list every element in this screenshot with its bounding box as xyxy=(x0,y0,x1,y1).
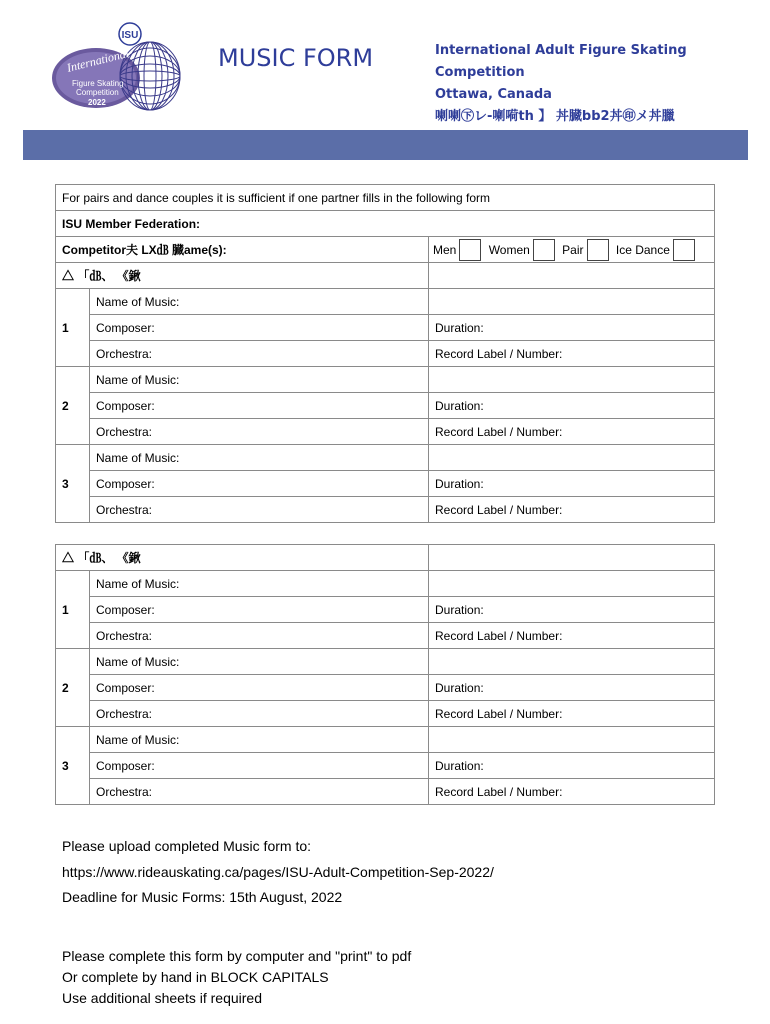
composer-field[interactable]: Composer: xyxy=(90,393,429,419)
record-label-field[interactable]: Record Label / Number: xyxy=(429,701,715,727)
duration-field[interactable]: Duration: xyxy=(429,597,715,623)
category-selector xyxy=(429,237,715,263)
orchestra-field[interactable]: Orchestra: xyxy=(90,701,429,727)
duration-field[interactable]: Duration: xyxy=(429,393,715,419)
svg-text:Competition: Competition xyxy=(76,88,119,97)
entry-number: 3 xyxy=(56,445,90,523)
music-table-1 xyxy=(55,184,715,523)
entry-number: 2 xyxy=(56,367,90,445)
event-name: International Adult Figure Skating Competition xyxy=(435,43,687,80)
orchestra-field[interactable]: Orchestra: xyxy=(90,341,429,367)
music-name-field[interactable]: Name of Music: xyxy=(90,445,429,471)
duration-field[interactable]: Duration: xyxy=(429,315,715,341)
svg-text:Figure Skating: Figure Skating xyxy=(72,79,124,88)
svg-text:ISU: ISU xyxy=(121,30,139,41)
checkbox-men[interactable] xyxy=(459,239,481,261)
composer-field[interactable]: Composer: xyxy=(90,597,429,623)
deadline-text: Deadline for Music Forms: 15th August, 2022 xyxy=(62,889,343,905)
music-name-field[interactable]: Name of Music: xyxy=(90,649,429,675)
music-name-field[interactable]: Name of Music: xyxy=(90,289,429,315)
section-label: △ 「㏈、 《鍬 xyxy=(56,545,429,571)
music-name-field[interactable]: Name of Music: xyxy=(90,367,429,393)
checkbox-women[interactable] xyxy=(533,239,555,261)
music-table-2 xyxy=(55,544,715,805)
page-title: MUSIC FORM xyxy=(218,44,374,72)
intro-text: For pairs and dance couples it is sufficient if one partner fills in the following form xyxy=(56,185,715,211)
orchestra-field[interactable]: Orchestra: xyxy=(90,779,429,805)
instruction-line-3: Use additional sheets if required xyxy=(62,990,263,1006)
checkbox-ice-dance[interactable] xyxy=(673,239,695,261)
entry-number: 3 xyxy=(56,727,90,805)
category-women[interactable]: Women xyxy=(489,239,555,261)
record-label-field[interactable]: Record Label / Number: xyxy=(429,497,715,523)
svg-text:2022: 2022 xyxy=(88,98,106,107)
record-label-field[interactable]: Record Label / Number: xyxy=(429,419,715,445)
upload-instruction: Please upload completed Music form to: xyxy=(62,838,312,854)
composer-field[interactable]: Composer: xyxy=(90,753,429,779)
federation-field[interactable]: ISU Member Federation: xyxy=(56,211,715,237)
composer-field[interactable]: Composer: xyxy=(90,315,429,341)
checkbox-pair[interactable] xyxy=(587,239,609,261)
duration-field[interactable]: Duration: xyxy=(429,471,715,497)
duration-field[interactable]: Duration: xyxy=(429,753,715,779)
competitor-name-field[interactable]: Competitor夫 LX㏈ 臓ame(s): xyxy=(56,237,429,263)
music-name-field[interactable]: Name of Music: xyxy=(90,571,429,597)
orchestra-field[interactable]: Orchestra: xyxy=(90,497,429,523)
orchestra-field[interactable]: Orchestra: xyxy=(90,419,429,445)
svg-text:International: International xyxy=(65,46,131,75)
event-dates: 喇喇㊦レ-喇嗬th 】 丼臓bb2丼㊞メ丼臘 xyxy=(435,109,675,124)
section-label: △ 「㏈、 《鍬 xyxy=(56,263,429,289)
header-banner xyxy=(23,130,748,160)
orchestra-field[interactable]: Orchestra: xyxy=(90,623,429,649)
music-name-field[interactable]: Name of Music: xyxy=(90,727,429,753)
category-men[interactable]: Men xyxy=(433,239,481,261)
entry-number: 1 xyxy=(56,571,90,649)
instruction-line-2: Or complete by hand in BLOCK CAPITALS xyxy=(62,969,329,985)
instruction-line-1: Please complete this form by computer and "print" to pdf xyxy=(62,948,412,964)
competition-logo xyxy=(48,20,200,116)
composer-field[interactable]: Composer: xyxy=(90,675,429,701)
category-pair[interactable]: Pair xyxy=(562,239,608,261)
composer-field[interactable]: Composer: xyxy=(90,471,429,497)
record-label-field[interactable]: Record Label / Number: xyxy=(429,341,715,367)
record-label-field[interactable]: Record Label / Number: xyxy=(429,623,715,649)
record-label-field[interactable]: Record Label / Number: xyxy=(429,779,715,805)
entry-number: 1 xyxy=(56,289,90,367)
event-location: Ottawa, Canada xyxy=(435,87,552,102)
upload-url-link[interactable]: https://www.rideauskating.ca/pages/ISU-Adult-Competition-Sep-2022/ xyxy=(62,864,494,880)
entry-number: 2 xyxy=(56,649,90,727)
duration-field[interactable]: Duration: xyxy=(429,675,715,701)
event-info xyxy=(435,40,770,128)
category-ice-dance[interactable]: Ice Dance xyxy=(616,239,695,261)
